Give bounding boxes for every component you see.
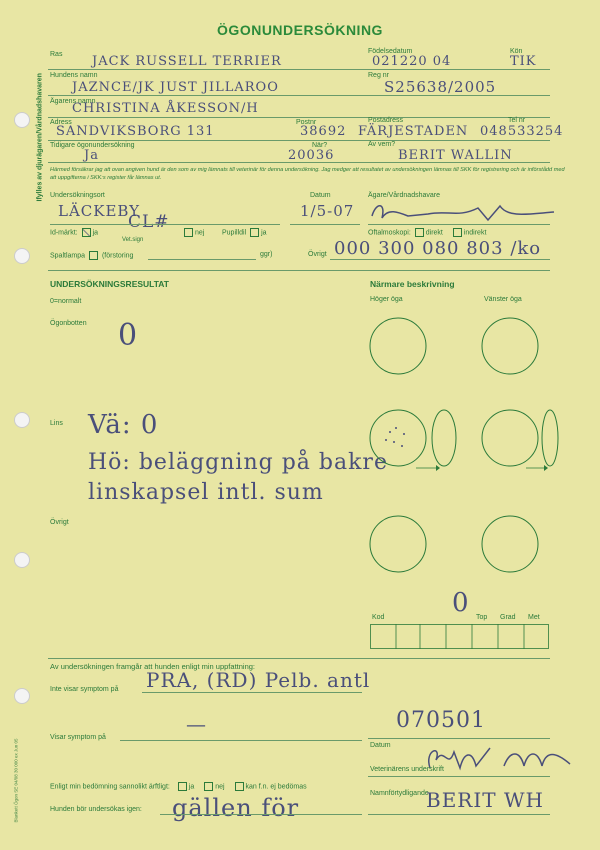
consent-text: Härmed försäkrar jag att ovan angiven hund är den som av mig lämnats till veterinär för denna undersökning. Jag medger att resultatet av undersökningen lämnas till SKK för registrering och är införstådd med att uppgifterna i SKK:s register får lämnas ut. bbox=[50, 167, 565, 181]
ogonbotten-label: Ögonbotten bbox=[50, 320, 87, 327]
nar-label: När? bbox=[312, 142, 328, 149]
lins-note-2: linskapsel intl. sum bbox=[88, 480, 324, 505]
kon-value: TIK bbox=[510, 54, 537, 69]
ort-value: LÄCKEBY bbox=[58, 202, 141, 220]
arftligt-nej-label: nej bbox=[215, 783, 225, 791]
result-ovrigt-label: Övrigt bbox=[50, 519, 69, 526]
right-other-diagram bbox=[370, 516, 426, 572]
idmarkt-label: Id-märkt: bbox=[50, 229, 78, 237]
pupilldil-label: Pupilldil bbox=[222, 229, 247, 237]
hundens-namn-value: JAZNCE/JK JUST JILLAROO bbox=[72, 80, 279, 95]
lins-value: Vä: 0 bbox=[88, 410, 159, 440]
normal-label: 0=normalt bbox=[50, 298, 82, 305]
arftligt-label: Enligt min bedömning sannolikt ärftligt: bbox=[50, 783, 170, 791]
pupilldil-ja-label: ja bbox=[261, 229, 267, 237]
footer-code: Blankett Ögon SE 04/08 30 000 ex Jun 05 bbox=[13, 738, 19, 823]
left-lens-front-diagram bbox=[482, 410, 538, 466]
agare-label: Ägare/Vårdnadshavare bbox=[368, 192, 440, 199]
inte-symptom-value: PRA, (RD) Pelb. antl bbox=[146, 668, 371, 692]
vet-sign-signature: CL# bbox=[128, 212, 170, 232]
lins-note-1: Hö: beläggning på bakre bbox=[88, 450, 388, 475]
top-label: Top bbox=[476, 614, 488, 621]
arftligt-kan-checkbox[interactable] bbox=[235, 782, 244, 791]
spaltlampa-checkbox[interactable] bbox=[89, 251, 98, 260]
undersokas-value: gällen för bbox=[172, 794, 300, 822]
ggr-label: ggr) bbox=[260, 251, 273, 258]
description-title: Närmare beskrivning bbox=[370, 279, 455, 289]
punch-hole bbox=[14, 412, 30, 428]
av-vem-value: BERIT WALLIN bbox=[398, 148, 513, 163]
result-title: UNDERSÖKNINGSRESULTAT bbox=[50, 279, 169, 289]
idmarkt-nej-label: nej bbox=[195, 229, 205, 237]
forstoring-label: (förstoring bbox=[101, 252, 134, 260]
indirekt-label: indirekt bbox=[463, 229, 487, 237]
postadress-label: Postadress bbox=[368, 117, 404, 124]
arftligt-ja-checkbox[interactable] bbox=[178, 782, 187, 791]
datum-value: 1/5-07 bbox=[300, 202, 355, 220]
idmarkt-ja-checkbox[interactable] bbox=[82, 228, 91, 237]
lins-label: Lins bbox=[50, 420, 63, 427]
ras-value: JACK RUSSELL TERRIER bbox=[92, 54, 282, 69]
reg-nr-value: S25638/2005 bbox=[384, 78, 497, 96]
eye-diagrams bbox=[360, 300, 560, 600]
agarens-namn-label: Ägarens namn bbox=[50, 98, 96, 105]
reg-nr-label: Reg nr bbox=[368, 72, 390, 79]
oftalmoskopi-label: Oftalmoskopi: bbox=[368, 229, 411, 237]
ort-label: Undersökningsort bbox=[50, 192, 105, 199]
adress-value: SANDVIKSBORG 131 bbox=[56, 124, 215, 139]
hundens-namn-label: Hundens namn bbox=[50, 72, 98, 79]
undersokas-label: Hunden bör undersökas igen: bbox=[50, 806, 142, 813]
left-lens-side-diagram bbox=[542, 410, 558, 466]
idmarkt-nej-checkbox[interactable] bbox=[184, 228, 193, 237]
av-vem-label: Av vem? bbox=[368, 141, 396, 148]
visar-symptom-label: Visar symptom på bbox=[50, 734, 106, 741]
nar-value: 20036 bbox=[288, 148, 335, 163]
tidigare-value: Ja bbox=[84, 148, 99, 163]
punch-hole bbox=[14, 112, 30, 128]
ogonbotten-value: 0 bbox=[118, 318, 139, 353]
postnr-value: 38692 bbox=[300, 124, 347, 139]
fodelsedatum-label: Födelsedatum bbox=[368, 48, 413, 55]
tel-value: 048533254 bbox=[480, 124, 564, 139]
tidigare-label: Tidigare ögonundersökning bbox=[50, 142, 135, 149]
inte-symptom-label: Inte visar symptom på bbox=[50, 686, 119, 693]
postadress-value: FÄRJESTADEN bbox=[358, 124, 469, 139]
code-value: 0 bbox=[452, 588, 470, 618]
page-title: ÖGONUNDERSÖKNING bbox=[217, 22, 383, 38]
arftligt-kan-label: kan f.n. ej bedömas bbox=[245, 783, 307, 791]
datum-label: Datum bbox=[310, 192, 331, 199]
kod-label: Kod bbox=[372, 614, 385, 621]
conclusion-datum-value: 070501 bbox=[396, 708, 486, 733]
side-note: Ifylles av djurägaren/Vårdnadshavaren bbox=[36, 73, 44, 202]
conclusion-intro: Av undersökningen framgår att hunden enligt min uppfattning: bbox=[50, 662, 255, 671]
right-lens-side-diagram bbox=[432, 410, 456, 466]
indirekt-checkbox[interactable] bbox=[453, 228, 462, 237]
conclusion-datum-label: Datum bbox=[370, 742, 391, 749]
namn-value: BERIT WH bbox=[426, 788, 544, 812]
agarens-namn-value: CHRISTINA ÅKESSON/H bbox=[72, 101, 259, 116]
direkt-checkbox[interactable] bbox=[415, 228, 424, 237]
code-table-grid bbox=[370, 624, 550, 650]
vetsign-label: Vet.sign bbox=[122, 237, 144, 243]
kon-label: Kön bbox=[510, 48, 523, 55]
left-other-diagram bbox=[482, 516, 538, 572]
left-fundus-diagram bbox=[482, 318, 538, 374]
fodelsedatum-value: 021220 04 bbox=[372, 54, 452, 69]
grad-label: Grad bbox=[500, 614, 516, 621]
spaltlampa-label: Spaltlampa bbox=[50, 252, 86, 260]
vanster-label: Vänster öga bbox=[484, 296, 522, 303]
arftligt-ja-label: ja bbox=[188, 783, 195, 791]
right-fundus-diagram bbox=[370, 318, 426, 374]
direkt-label: direkt bbox=[425, 229, 443, 237]
owner-signature bbox=[368, 198, 558, 226]
adress-label: Adress bbox=[50, 119, 72, 126]
hoger-label: Höger öga bbox=[370, 296, 403, 303]
punch-hole bbox=[14, 552, 30, 568]
ras-label: Ras bbox=[50, 51, 63, 58]
pupilldil-ja-checkbox[interactable] bbox=[250, 228, 259, 237]
vet-signature bbox=[420, 740, 580, 776]
tel-label: Tel nr bbox=[508, 117, 526, 124]
right-lens-front-diagram bbox=[370, 410, 426, 466]
punch-hole bbox=[14, 248, 30, 264]
namn-label: Namnförtydligande bbox=[370, 790, 429, 797]
arftligt-nej-checkbox[interactable] bbox=[204, 782, 213, 791]
exam-ovrigt-label: Övrigt bbox=[308, 251, 327, 258]
idmarkt-ja-label: ja bbox=[92, 229, 99, 237]
exam-ovrigt-value: 000 300 080 803 /ko bbox=[334, 238, 542, 259]
underskrift-label: Veterinärens underskrift bbox=[370, 766, 444, 773]
met-label: Met bbox=[528, 614, 540, 621]
postnr-label: Postnr bbox=[296, 119, 317, 126]
visar-symptom-value: — bbox=[186, 712, 207, 736]
